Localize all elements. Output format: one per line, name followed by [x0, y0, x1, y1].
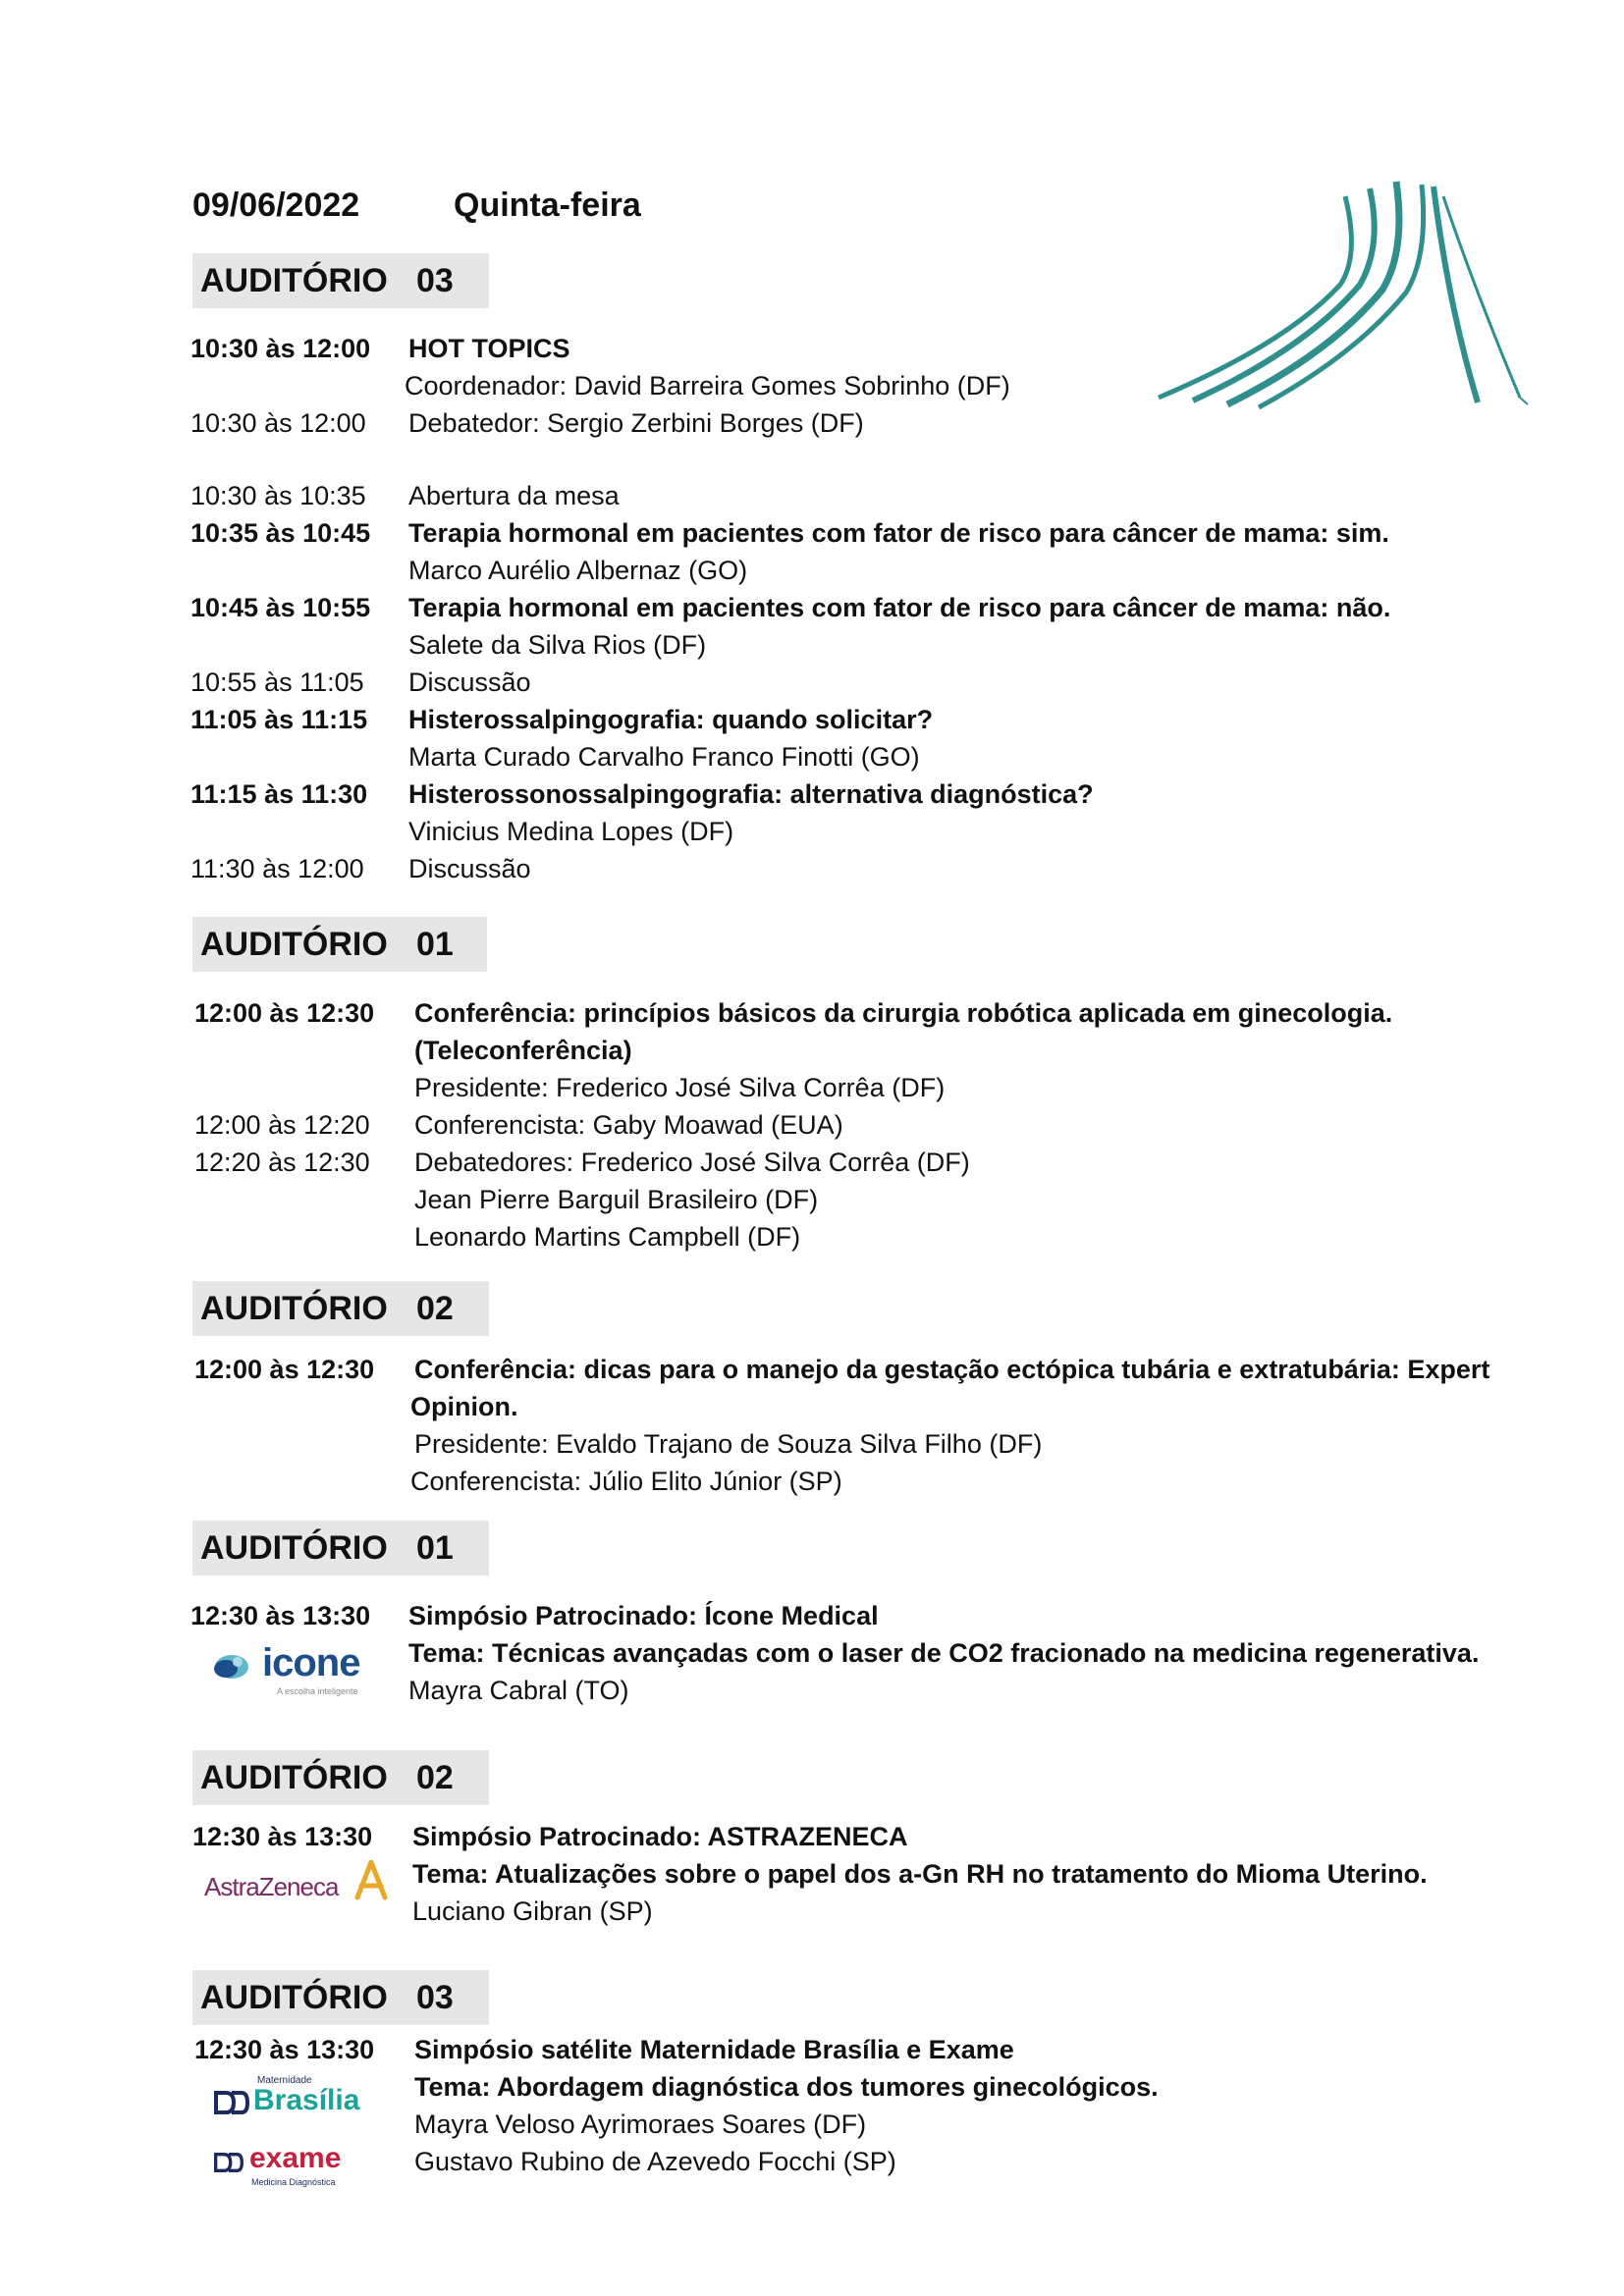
- auditorium-label: AUDITÓRIO: [200, 1979, 388, 2016]
- auditorium-header: [192, 253, 489, 308]
- session-time: 12:00 às 12:30: [194, 1355, 375, 1384]
- auditorium-label: AUDITÓRIO: [200, 1529, 388, 1567]
- auditorium-label: AUDITÓRIO: [200, 926, 388, 963]
- session-title: Terapia hormonal em pacientes com fator de risco para câncer de mama: sim.: [408, 518, 1389, 548]
- session-detail: Mayra Veloso Ayrimoraes Soares (DF): [414, 2109, 867, 2139]
- session-detail: Debatedores: Frederico José Silva Corrêa (DF): [414, 1148, 970, 1177]
- brasilia-wordmark: Brasília: [253, 2084, 360, 2116]
- session-detail: Gustavo Rubino de Azevedo Focchi (SP): [414, 2147, 896, 2176]
- session-time: 12:20 às 12:30: [194, 1148, 370, 1177]
- session-detail: Abertura da mesa: [408, 481, 620, 510]
- session-detail: Discussão: [408, 854, 531, 883]
- auditorium-number: 03: [416, 1979, 454, 2016]
- session-detail: Marta Curado Carvalho Franco Finotti (GO): [408, 742, 920, 772]
- session-detail: Luciano Gibran (SP): [412, 1896, 653, 1926]
- session-title: Opinion.: [410, 1392, 518, 1421]
- icone-mark-icon: [208, 1647, 253, 1686]
- event-weekday: Quinta-feira: [454, 187, 641, 224]
- session-detail: Salete da Silva Rios (DF): [408, 630, 707, 660]
- auditorium-label: AUDITÓRIO: [200, 262, 388, 299]
- session-detail: Presidente: Evaldo Trajano de Souza Silva Filho (DF): [414, 1429, 1043, 1459]
- session-title: (Teleconferência): [414, 1036, 632, 1065]
- session-detail: Vinicius Medina Lopes (DF): [408, 817, 734, 846]
- auditorium-number: 02: [416, 1290, 454, 1327]
- session-title: Simpósio Patrocinado: ASTRAZENECA: [412, 1822, 908, 1851]
- auditorium-number: 03: [416, 262, 454, 299]
- page-header: [192, 187, 641, 225]
- sponsor-logo-maternidade-brasilia: [214, 2075, 371, 2124]
- sponsor-logo-icone: [208, 1641, 365, 1700]
- event-date: 09/06/2022: [192, 187, 360, 224]
- auditorium-label: AUDITÓRIO: [200, 1290, 388, 1327]
- session-time: 11:30 às 12:00: [190, 854, 364, 883]
- auditorium-header: [192, 1521, 489, 1575]
- maternidade-mark-icon: [214, 2091, 249, 2114]
- session-title: Simpósio Patrocinado: Ícone Medical: [408, 1601, 879, 1630]
- auditorium-number: 01: [416, 1529, 454, 1567]
- session-time: 10:55 às 11:05: [190, 667, 364, 697]
- astrazeneca-mark-icon: [352, 1860, 391, 1903]
- session-detail: Debatedor: Sergio Zerbini Borges (DF): [408, 408, 864, 438]
- session-title: Histerossalpingografia: quando solicitar?: [408, 705, 934, 734]
- session-detail: Jean Pierre Barguil Brasileiro (DF): [414, 1185, 819, 1214]
- exame-mark-icon: [214, 2153, 244, 2172]
- astrazeneca-wordmark: AstraZeneca: [204, 1872, 339, 1901]
- maternidade-label: Maternidade: [257, 2075, 312, 2086]
- session-title: Conferência: princípios básicos da cirurgia robótica aplicada em ginecologia.: [414, 998, 1393, 1028]
- session-title: Tema: Técnicas avançadas com o laser de CO2 fracionado na medicina regenerativa.: [408, 1638, 1480, 1668]
- auditorium-label: AUDITÓRIO: [200, 1759, 388, 1796]
- session-time: 10:30 às 10:35: [190, 481, 366, 510]
- session-detail: Marco Aurélio Albernaz (GO): [408, 556, 748, 585]
- session-title: Terapia hormonal em pacientes com fator de risco para câncer de mama: não.: [408, 593, 1391, 622]
- auditorium-header: [192, 917, 487, 972]
- auditorium-number: 02: [416, 1759, 454, 1796]
- session-title: Histerossonossalpingografia: alternativa diagnóstica?: [408, 779, 1094, 809]
- auditorium-header: [192, 1281, 489, 1336]
- session-time: 12:30 às 13:30: [192, 1822, 373, 1851]
- exame-wordmark: exame: [249, 2142, 342, 2174]
- session-time: 12:00 às 12:20: [194, 1110, 370, 1140]
- session-title: HOT TOPICS: [408, 334, 570, 363]
- session-detail: Leonardo Martins Campbell (DF): [414, 1222, 801, 1252]
- icone-tagline: A escolha inteligente: [277, 1686, 358, 1696]
- session-time: 12:30 às 13:30: [194, 2035, 375, 2064]
- session-title: Tema: Atualizações sobre o papel dos a-Gn RH no tratamento do Mioma Uterino.: [412, 1859, 1428, 1889]
- exame-subtitle: Medicina Diagnóstica: [251, 2177, 336, 2187]
- session-time: 12:30 às 13:30: [190, 1601, 371, 1630]
- session-title: Tema: Abordagem diagnóstica dos tumores ginecológicos.: [414, 2072, 1159, 2102]
- session-time: 11:05 às 11:15: [190, 705, 368, 734]
- session-detail: Coordenador: David Barreira Gomes Sobrinho (DF): [405, 371, 1010, 400]
- event-logo-icon: [1149, 177, 1532, 412]
- auditorium-number: 01: [416, 926, 454, 963]
- session-time: 10:30 às 12:00: [190, 408, 366, 438]
- auditorium-header: [192, 1970, 489, 2025]
- session-time: 10:30 às 12:00: [190, 334, 371, 363]
- session-title: Conferência: dicas para o manejo da gestação ectópica tubária e extratubária: Expert: [414, 1355, 1490, 1384]
- sponsor-logo-astrazeneca: [204, 1860, 391, 1909]
- session-detail: Presidente: Frederico José Silva Corrêa (DF): [414, 1073, 946, 1102]
- session-time: 12:00 às 12:30: [194, 998, 375, 1028]
- auditorium-header: [192, 1750, 489, 1805]
- session-detail: Mayra Cabral (TO): [408, 1676, 629, 1705]
- icone-wordmark: icone: [262, 1641, 360, 1684]
- sponsor-logo-exame: [214, 2142, 371, 2191]
- session-title: Simpósio satélite Maternidade Brasília e Exame: [414, 2035, 1014, 2064]
- session-detail: Discussão: [408, 667, 531, 697]
- session-time: 10:45 às 10:55: [190, 593, 371, 622]
- session-time: 10:35 às 10:45: [190, 518, 371, 548]
- session-time: 11:15 às 11:30: [190, 779, 368, 809]
- session-detail: Conferencista: Gaby Moawad (EUA): [414, 1110, 843, 1140]
- session-detail: Conferencista: Júlio Elito Júnior (SP): [410, 1467, 842, 1496]
